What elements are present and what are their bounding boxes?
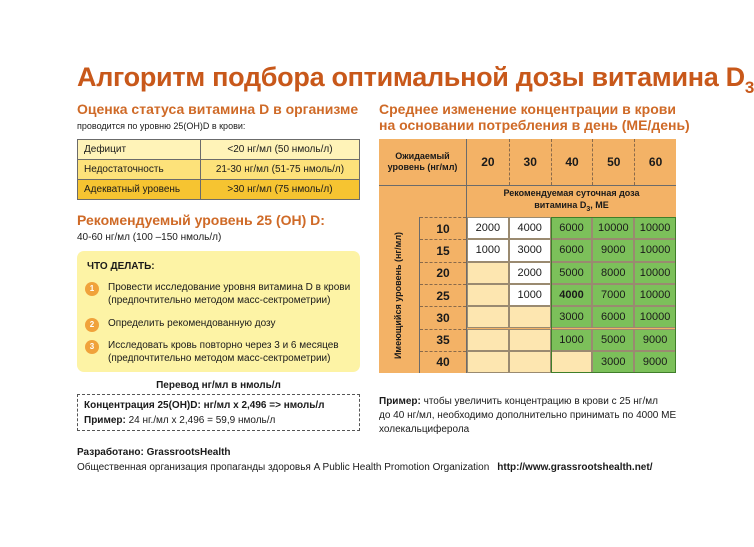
table-row bbox=[78, 180, 360, 200]
step-number-icon: 1 bbox=[85, 282, 99, 296]
current-level-value: 40 bbox=[420, 351, 466, 373]
dose-cell bbox=[467, 306, 509, 328]
current-level-value: 30 bbox=[420, 306, 466, 328]
status-heading: Оценка статуса витамина D в организме bbox=[77, 101, 359, 117]
dose-cell bbox=[509, 329, 551, 351]
dose-cell: 5000 bbox=[551, 262, 593, 284]
current-level-value: 15 bbox=[420, 239, 466, 261]
current-level-label: Имеющийся уровень (нг/мл) bbox=[393, 231, 404, 359]
conversion-example: Пример: 24 нг./мл х 2,496 = 59,9 нмоль/л bbox=[84, 415, 276, 426]
conversion-formula: Концентрация 25(OH)D: нг/мл х 2,496 => нмоль/л bbox=[84, 400, 325, 411]
dose-cell: 6000 bbox=[551, 217, 593, 239]
todo-heading: ЧТО ДЕЛАТЬ: bbox=[87, 261, 155, 272]
table-row bbox=[78, 160, 360, 180]
desired-level-header: 60 bbox=[634, 139, 676, 185]
dose-cell: 2000 bbox=[467, 217, 509, 239]
organization-line: Общественная организация пропаганды здоровья A Public Health Promotion Organization http://www.grassrootshealth.net/ bbox=[77, 462, 653, 473]
recommended-heading: Рекомендуемый уровень 25 (OH) D: bbox=[77, 212, 325, 228]
page-title: Алгоритм подбора оптимальной дозы витамина $D_3$ bbox=[77, 62, 754, 97]
dose-cell: 8000 bbox=[592, 262, 634, 284]
conversion-box bbox=[77, 394, 360, 431]
desired-level-header: 50 bbox=[592, 139, 634, 185]
desired-level-header: 20 bbox=[481, 155, 495, 169]
dose-cell: 9000 bbox=[634, 351, 676, 373]
current-level-value: 35 bbox=[420, 329, 466, 351]
dose-cell bbox=[467, 262, 509, 284]
dose-cell: 6000 bbox=[592, 306, 634, 328]
dose-cell: 4000 bbox=[509, 217, 551, 239]
recommended-value: 40-60 нг/мл (100 –150 нмоль/л) bbox=[77, 232, 222, 243]
status-label: Адекватный уровень bbox=[78, 180, 201, 200]
todo-box bbox=[77, 251, 360, 372]
dose-cell: 9000 bbox=[592, 239, 634, 261]
dose-cell: 1000 bbox=[509, 284, 551, 306]
dose-cell: 10000 bbox=[634, 284, 676, 306]
dose-cell: 10000 bbox=[634, 262, 676, 284]
dose-heading-line1: Среднее изменение концентрации в крови bbox=[379, 101, 676, 117]
step-text: Исследовать кровь повторно через 3 и 6 месяцев (предпочтительно методом масс-сектрометрии) bbox=[108, 340, 339, 364]
step-number-icon: 2 bbox=[85, 318, 99, 332]
dose-cell: 9000 bbox=[634, 329, 676, 351]
dose-cell: 10000 bbox=[634, 217, 676, 239]
status-value: 21-30 нг/мл (51-75 нмоль/л) bbox=[200, 160, 359, 180]
dose-cell: 1000 bbox=[551, 329, 593, 351]
dose-cell: 2000 bbox=[509, 262, 551, 284]
dose-cell bbox=[467, 351, 509, 373]
desired-level-header: 40 bbox=[551, 139, 593, 185]
dose-label: Рекомендуемая суточная доза витамина $D_3$, МЕ bbox=[503, 187, 640, 213]
status-value: >30 нг/мл (75 нмоль/л) bbox=[200, 180, 359, 200]
dose-cell: 1000 bbox=[467, 239, 509, 261]
dose-cell: 3000 bbox=[509, 239, 551, 261]
dose-cell: 10000 bbox=[634, 306, 676, 328]
dose-cell: 3000 bbox=[551, 306, 593, 328]
developer-credit: Разработано: GrassrootsHealth bbox=[77, 447, 231, 458]
status-table bbox=[77, 139, 360, 200]
dose-cell bbox=[551, 351, 593, 373]
dose-example: Пример: чтобы увеличить концентрацию в крови с 25 нг/мл до 40 нг/мл, необходимо дополнительно принимать по 4000 МЕ холекальциферола bbox=[379, 396, 677, 435]
organization-link[interactable]: http://www.grassrootshealth.net/ bbox=[497, 462, 653, 473]
desired-level-label: Ожидаемый уровень (нг/мл) bbox=[379, 139, 467, 185]
table-row bbox=[78, 140, 360, 160]
dose-cell: 10000 bbox=[634, 239, 676, 261]
current-level-value: 25 bbox=[420, 284, 466, 306]
dose-cell bbox=[509, 351, 551, 373]
dose-cell: 5000 bbox=[592, 329, 634, 351]
status-label: Дефицит bbox=[78, 140, 201, 160]
dose-cell bbox=[467, 329, 509, 351]
step-text: Провести исследование уровня витамина D в крови (предпочтительно методом масс-сектрометрии) bbox=[108, 282, 351, 306]
dose-cell: 6000 bbox=[551, 239, 593, 261]
conversion-title: Перевод нг/мл в нмоль/л bbox=[156, 380, 281, 391]
current-level-value: 10 bbox=[420, 217, 466, 239]
status-value: <20 нг/мл (50 нмоль/л) bbox=[200, 140, 359, 160]
step-text: Определить рекомендованную дозу bbox=[108, 318, 276, 329]
current-level-value: 20 bbox=[420, 262, 466, 284]
dose-grid bbox=[379, 139, 676, 373]
dose-cell: 10000 bbox=[592, 217, 634, 239]
desired-level-header: 30 bbox=[509, 139, 551, 185]
step-number-icon: 3 bbox=[85, 340, 99, 354]
dose-cell: 4000 bbox=[551, 284, 593, 306]
dose-cell: 7000 bbox=[592, 284, 634, 306]
dose-cell bbox=[467, 284, 509, 306]
status-note: проводится по уровню 25(OH)D в крови: bbox=[77, 121, 246, 131]
status-label: Недостаточность bbox=[78, 160, 201, 180]
dose-heading-line2: на основании потребления в день (МЕ/день) bbox=[379, 117, 690, 133]
dose-cell bbox=[509, 306, 551, 328]
dose-cell: 3000 bbox=[592, 351, 634, 373]
